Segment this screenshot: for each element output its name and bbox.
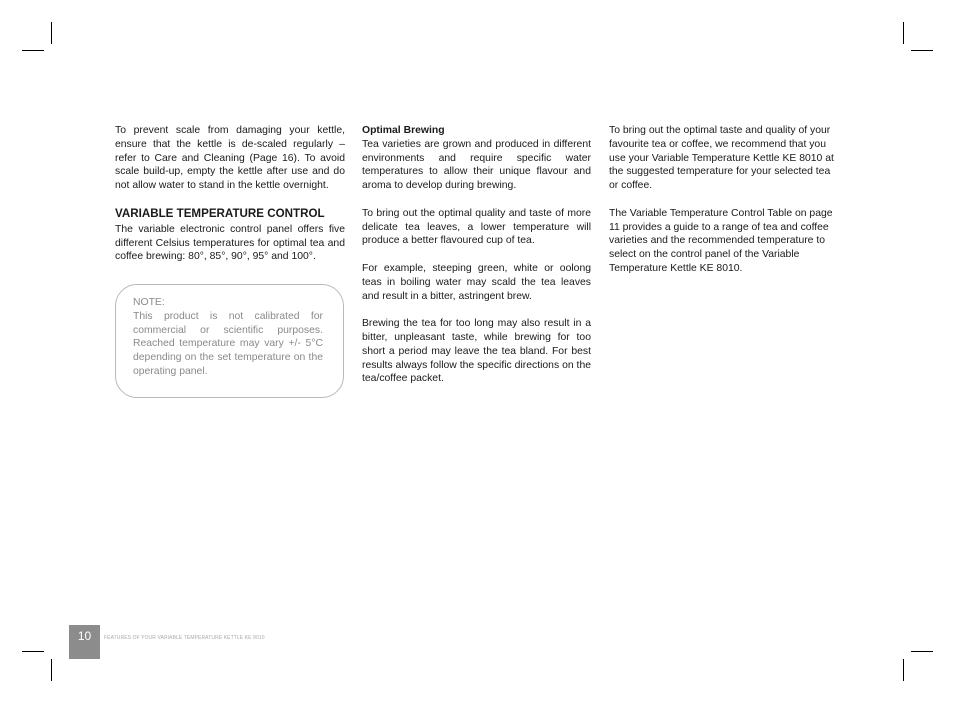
crop-mark <box>22 651 44 652</box>
crop-mark <box>911 50 933 51</box>
crop-mark <box>903 659 904 681</box>
page-number: 10 <box>69 625 100 659</box>
crop-mark <box>911 651 933 652</box>
note-content <box>133 296 323 379</box>
brewing-paragraph-2: To bring out the optimal quality and taste of more delicate tea leaves, a lower temperature will produce a better flavoured cup of tea. <box>362 207 591 247</box>
brewing-paragraph-3: For example, steeping green, white or oolong teas in boiling water may scald the tea leaves and result in a bitter, astringent brew. <box>362 262 591 302</box>
crop-mark <box>51 659 52 681</box>
brewing-paragraph-4: Brewing the tea for too long may also result in a bitter, unpleasant taste, while brewing for too short a period may leave the tea bland. For best results always follow the specific directions on the tea/coffee packet. <box>362 318 591 385</box>
section-heading: VARIABLE TEMPERATURE CONTROL <box>115 206 325 220</box>
column-middle <box>362 124 591 400</box>
recommendation-paragraph: To bring out the optimal taste and quality of your favourite tea or coffee, we recommend that you use your Variable Temperature Kettle KE 8010 at the suggested temperature for your selected tea or coffee. <box>609 125 834 192</box>
table-reference-paragraph: The Variable Temperature Control Table on page 11 provides a guide to a range of tea and coffee varieties and the recommended temperature to select on the control panel of the Variable Temperature Kettle KE 8010. <box>609 207 833 274</box>
column-right <box>609 124 841 290</box>
column-left <box>115 124 345 278</box>
note-label: NOTE: <box>133 297 165 308</box>
note-text: This product is not calibrated for commercial or scientific purposes. Reached temperature may vary +/- 5°C depending on the set temperature on the operating panel. <box>133 310 323 377</box>
running-footer: FEATURES OF YOUR VARIABLE TEMPERATURE KETTLE KE 8010 <box>104 635 265 641</box>
control-panel-paragraph: The variable electronic control panel offers five different Celsius temperatures for optimal tea and coffee brewing: 80°, 85°, 90°, 95° and 100°. <box>115 223 345 263</box>
subheading: Optimal Brewing <box>362 125 445 136</box>
crop-mark <box>22 50 44 51</box>
brewing-paragraph-1: Tea varieties are grown and produced in different environments and require specific water temperatures to allow their unique flavour and aroma to develop during brewing. <box>362 138 591 192</box>
intro-paragraph: To prevent scale from damaging your kettle, ensure that the kettle is de-scaled regularly – refer to Care and Cleaning (Page 16). To avoid scale build-up, empty the kettle after use and do not allow water to stand in the kettle overnight. <box>115 125 345 192</box>
crop-mark <box>51 22 52 44</box>
crop-mark <box>903 22 904 44</box>
